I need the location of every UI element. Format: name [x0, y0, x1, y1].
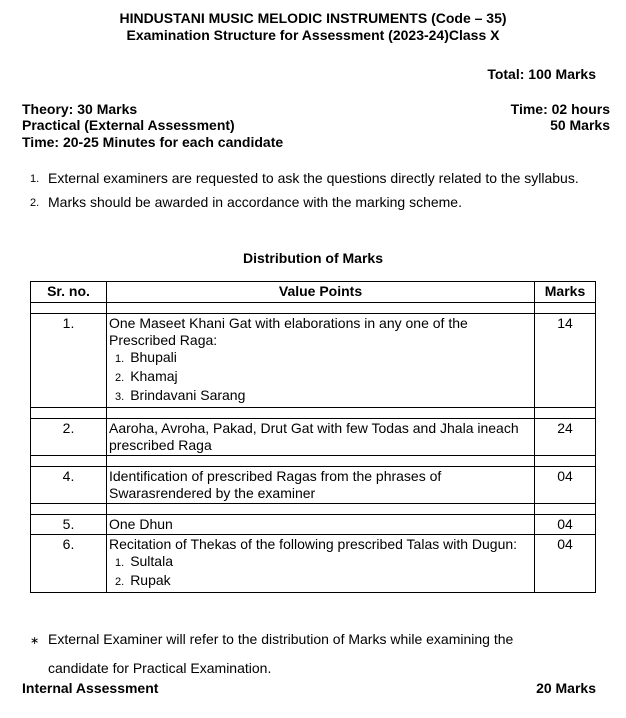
list-text: Bhupali — [130, 349, 177, 365]
internal-assessment-marks: 20 Marks — [536, 680, 596, 696]
list-text: Sultala — [130, 553, 173, 569]
asterisk-icon: ∗ — [30, 635, 40, 647]
list-item — [115, 349, 532, 368]
row-sr-no: 5. — [31, 515, 107, 535]
list-item — [115, 368, 532, 387]
list-text: Khamaj — [130, 368, 178, 384]
practical-time: Time: 20-25 Minutes for each candidate — [22, 134, 284, 150]
row-marks: 04 — [535, 535, 596, 593]
list-text: Rupak — [130, 572, 171, 588]
instructions-list — [30, 170, 610, 211]
list-text: Brindavani Sarang — [130, 387, 246, 403]
footnote-line: candidate for Practical Examination. — [48, 660, 272, 676]
document-subtitle: Examination Structure for Assessment (2023-24)Class X — [126, 27, 500, 43]
table-header-row — [31, 282, 596, 303]
row-sr-no: 1. — [31, 314, 107, 408]
practical-label: Practical (External Assessment) — [22, 117, 235, 133]
raga-list — [109, 349, 532, 406]
theory-marks: Theory: 30 Marks — [22, 101, 138, 117]
instruction-text: Marks should be awarded in accordance with the marking scheme. — [48, 194, 462, 210]
list-number: 1. — [115, 557, 125, 569]
row-marks: 24 — [535, 419, 596, 456]
header-marks: Marks — [535, 282, 596, 303]
distribution-title: Distribution of Marks — [242, 250, 383, 266]
row-marks: 14 — [535, 314, 596, 408]
row-sr-no: 2. — [31, 419, 107, 456]
row-sr-no: 6. — [31, 535, 107, 593]
theory-time: Time: 02 hours — [510, 101, 610, 117]
value-point-text: Recitation of Thekas of the following prescribed Talas with Dugun: — [109, 536, 518, 552]
list-number: 3. — [115, 391, 125, 403]
table-row — [31, 314, 596, 408]
list-item — [115, 572, 532, 591]
list-number: 2. — [115, 372, 125, 384]
header-value-points: Value Points — [107, 282, 535, 303]
instruction-number: 1. — [30, 173, 40, 185]
marks-table — [30, 281, 596, 593]
row-value-points — [107, 314, 535, 408]
instruction-item — [30, 194, 610, 211]
tala-list — [109, 553, 532, 591]
practical-marks: 50 Marks — [550, 117, 610, 133]
instruction-text: External examiners are requested to ask the questions directly related to the syllabus. — [48, 170, 579, 186]
list-number: 1. — [115, 353, 125, 365]
value-point-text: One Maseet Khani Gat with elaborations in any one of the Prescribed Raga: — [109, 315, 468, 348]
table-row — [31, 515, 596, 535]
row-value-points: Aaroha, Avroha, Pakad, Drut Gat with few Todas and Jhala ineach prescribed Raga — [107, 419, 535, 456]
document-title: HINDUSTANI MUSIC MELODIC INSTRUMENTS (Code – 35) — [119, 10, 507, 26]
table-row — [31, 467, 596, 504]
table-spacer-row — [31, 408, 596, 419]
table-spacer-row — [31, 303, 596, 314]
table-spacer-row — [31, 456, 596, 467]
footnote-line — [30, 626, 610, 655]
row-marks: 04 — [535, 515, 596, 535]
total-marks: Total: 100 Marks — [487, 66, 596, 82]
internal-assessment-label: Internal Assessment — [22, 680, 159, 696]
footnote-text: External Examiner will refer to the distribution of Marks while examining the — [48, 631, 514, 647]
list-item — [115, 387, 532, 406]
header-sr-no: Sr. no. — [31, 282, 107, 303]
instruction-number: 2. — [30, 197, 40, 209]
list-item — [115, 553, 532, 572]
table-spacer-row — [31, 504, 596, 515]
footnote — [30, 626, 610, 682]
row-sr-no: 4. — [31, 467, 107, 504]
row-value-points: One Dhun — [107, 515, 535, 535]
table-row — [31, 419, 596, 456]
table-row — [31, 535, 596, 593]
row-value-points: Identification of prescribed Ragas from the phrases of Swarasrendered by the examiner — [107, 467, 535, 504]
row-value-points — [107, 535, 535, 593]
instruction-item — [30, 170, 610, 187]
row-marks: 04 — [535, 467, 596, 504]
list-number: 2. — [115, 576, 125, 588]
